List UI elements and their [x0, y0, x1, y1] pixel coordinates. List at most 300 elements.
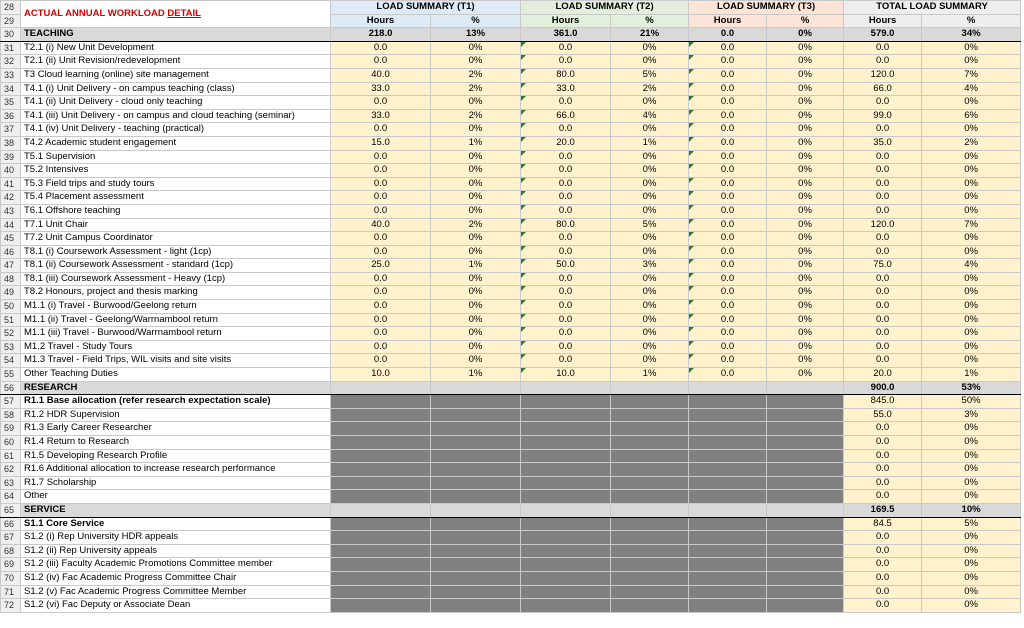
t1-pct-cell[interactable] — [431, 503, 521, 517]
t3-hours-cell[interactable]: 0.0 — [689, 232, 767, 246]
total-pct-cell[interactable]: 0% — [922, 300, 1021, 314]
total-hours-cell[interactable]: 66.0 — [844, 82, 922, 96]
t2-pct-cell[interactable]: 0% — [611, 55, 689, 69]
t2-hours-cell[interactable]: 0.0 — [521, 96, 611, 110]
total-pct-cell[interactable]: 0% — [922, 272, 1021, 286]
t1-hours-cell[interactable]: 25.0 — [331, 259, 431, 273]
t1-pct-cell[interactable] — [431, 436, 521, 450]
t3-hours-cell[interactable]: 0.0 — [689, 123, 767, 137]
row-label-cell[interactable]: RESEARCH — [21, 381, 331, 395]
t2-pct-cell[interactable] — [611, 490, 689, 504]
total-hours-cell[interactable]: 84.5 — [844, 517, 922, 531]
row-label-cell[interactable]: Other Teaching Duties — [21, 368, 331, 382]
total-hours-cell[interactable]: 0.0 — [844, 327, 922, 341]
t2-pct-cell[interactable] — [611, 395, 689, 409]
total-hours-cell[interactable]: 55.0 — [844, 408, 922, 422]
t2-hours-cell[interactable] — [521, 490, 611, 504]
total-hours-cell[interactable]: 120.0 — [844, 218, 922, 232]
total-pct-cell[interactable]: 0% — [922, 191, 1021, 205]
t3-pct-cell[interactable]: 0% — [767, 68, 844, 82]
header-total[interactable]: TOTAL LOAD SUMMARY — [844, 1, 1021, 15]
total-hours-cell[interactable]: 0.0 — [844, 150, 922, 164]
t2-pct-cell[interactable]: 0% — [611, 327, 689, 341]
t2-pct-cell[interactable] — [611, 449, 689, 463]
header-t2[interactable]: LOAD SUMMARY (T2) — [521, 1, 689, 15]
t1-hours-cell[interactable]: 0.0 — [331, 354, 431, 368]
sheet-title[interactable] — [21, 1, 331, 28]
t3-hours-cell[interactable]: 0.0 — [689, 368, 767, 382]
t3-hours-cell[interactable]: 0.0 — [689, 68, 767, 82]
total-pct-cell[interactable]: 0% — [922, 490, 1021, 504]
row-label-cell[interactable]: S1.2 (v) Fac Academic Progress Committee Member — [21, 585, 331, 599]
t3-hours-cell[interactable]: 0.0 — [689, 218, 767, 232]
t2-hours-cell[interactable]: 33.0 — [521, 82, 611, 96]
total-hours-cell[interactable]: 845.0 — [844, 395, 922, 409]
row-label-cell[interactable]: T8.2 Honours, project and thesis marking — [21, 286, 331, 300]
row-number[interactable]: 45 — [1, 232, 21, 246]
t3-pct-cell[interactable] — [767, 395, 844, 409]
row-number[interactable]: 69 — [1, 558, 21, 572]
total-pct-cell[interactable]: 0% — [922, 204, 1021, 218]
row-number[interactable]: 53 — [1, 340, 21, 354]
t2-hours-cell[interactable]: 0.0 — [521, 191, 611, 205]
total-hours-cell[interactable]: 0.0 — [844, 558, 922, 572]
t1-hours-cell[interactable] — [331, 599, 431, 613]
t2-pct-cell[interactable]: 0% — [611, 232, 689, 246]
row-label-cell[interactable]: T6.1 Offshore teaching — [21, 204, 331, 218]
t3-pct-cell[interactable] — [767, 490, 844, 504]
total-hours-cell[interactable]: 20.0 — [844, 368, 922, 382]
t1-pct-cell[interactable] — [431, 585, 521, 599]
t3-hours-cell[interactable]: 0.0 — [689, 272, 767, 286]
row-label-cell[interactable]: S1.1 Core Service — [21, 517, 331, 531]
row-number[interactable]: 49 — [1, 286, 21, 300]
t2-pct-cell[interactable]: 0% — [611, 300, 689, 314]
total-pct-cell[interactable]: 0% — [922, 313, 1021, 327]
total-pct-cell[interactable]: 0% — [922, 340, 1021, 354]
t1-pct-cell[interactable]: 1% — [431, 136, 521, 150]
t2-pct-cell[interactable] — [611, 476, 689, 490]
t2-hours-cell[interactable] — [521, 408, 611, 422]
t2-pct-cell[interactable] — [611, 585, 689, 599]
t2-hours-cell[interactable] — [521, 422, 611, 436]
total-pct-cell[interactable]: 0% — [922, 96, 1021, 110]
t1-pct-cell[interactable]: 0% — [431, 150, 521, 164]
t1-pct-cell[interactable] — [431, 517, 521, 531]
t1-hours-cell[interactable] — [331, 381, 431, 395]
t2-pct-cell[interactable]: 5% — [611, 218, 689, 232]
total-pct-cell[interactable]: 0% — [922, 463, 1021, 477]
t2-pct-cell[interactable] — [611, 381, 689, 395]
t1-pct-cell[interactable]: 1% — [431, 368, 521, 382]
total-hours-header[interactable]: Hours — [844, 14, 922, 28]
total-pct-cell[interactable]: 7% — [922, 218, 1021, 232]
row-label-cell[interactable]: M1.1 (iii) Travel - Burwood/Warrnambool return — [21, 327, 331, 341]
row-label-cell[interactable]: T8.1 (ii) Coursework Assessment - standard (1cp) — [21, 259, 331, 273]
t1-pct-cell[interactable] — [431, 408, 521, 422]
t3-hours-cell[interactable]: 0.0 — [689, 164, 767, 178]
row-label-cell[interactable]: T5.2 Intensives — [21, 164, 331, 178]
total-pct-cell[interactable]: 0% — [922, 531, 1021, 545]
row-number[interactable]: 62 — [1, 463, 21, 477]
t2-pct-cell[interactable] — [611, 544, 689, 558]
row-label-cell[interactable]: S1.2 (ii) Rep University appeals — [21, 544, 331, 558]
t3-hours-cell[interactable] — [689, 408, 767, 422]
t3-pct-cell[interactable]: 0% — [767, 204, 844, 218]
t1-hours-cell[interactable]: 0.0 — [331, 164, 431, 178]
total-hours-cell[interactable]: 0.0 — [844, 96, 922, 110]
t2-pct-cell[interactable] — [611, 531, 689, 545]
t2-pct-cell[interactable]: 0% — [611, 123, 689, 137]
t3-hours-cell[interactable]: 0.0 — [689, 340, 767, 354]
t1-hours-cell[interactable]: 33.0 — [331, 82, 431, 96]
row-number[interactable]: 57 — [1, 395, 21, 409]
row-number[interactable]: 71 — [1, 585, 21, 599]
t3-pct-cell[interactable]: 0% — [767, 368, 844, 382]
row-label-cell[interactable]: T4.2 Academic student engagement — [21, 136, 331, 150]
total-hours-cell[interactable]: 75.0 — [844, 259, 922, 273]
row-label-cell[interactable]: T4.1 (iii) Unit Delivery - on campus and cloud teaching (seminar) — [21, 109, 331, 123]
t1-hours-cell[interactable]: 40.0 — [331, 68, 431, 82]
total-hours-cell[interactable]: 99.0 — [844, 109, 922, 123]
t2-pct-cell[interactable] — [611, 463, 689, 477]
t3-pct-cell[interactable]: 0% — [767, 286, 844, 300]
t3-hours-cell[interactable]: 0.0 — [689, 82, 767, 96]
row-number[interactable]: 35 — [1, 96, 21, 110]
t2-pct-cell[interactable]: 0% — [611, 272, 689, 286]
t2-hours-cell[interactable]: 0.0 — [521, 300, 611, 314]
t2-pct-cell[interactable]: 3% — [611, 259, 689, 273]
row-label-cell[interactable]: T4.1 (i) Unit Delivery - on campus teaching (class) — [21, 82, 331, 96]
t1-hours-cell[interactable] — [331, 571, 431, 585]
total-hours-cell[interactable]: 900.0 — [844, 381, 922, 395]
total-pct-cell[interactable]: 34% — [922, 28, 1021, 42]
row-number[interactable]: 55 — [1, 368, 21, 382]
t3-pct-cell[interactable]: 0% — [767, 313, 844, 327]
t1-hours-header[interactable]: Hours — [331, 14, 431, 28]
t3-hours-cell[interactable] — [689, 463, 767, 477]
row-label-cell[interactable]: T4.1 (iv) Unit Delivery - teaching (practical) — [21, 123, 331, 137]
header-t1[interactable]: LOAD SUMMARY (T1) — [331, 1, 521, 15]
t1-pct-cell[interactable]: 0% — [431, 354, 521, 368]
t3-pct-cell[interactable] — [767, 531, 844, 545]
row-number[interactable]: 50 — [1, 300, 21, 314]
t1-pct-cell[interactable]: 0% — [431, 340, 521, 354]
total-pct-cell[interactable]: 0% — [922, 449, 1021, 463]
t3-pct-cell[interactable]: 0% — [767, 245, 844, 259]
t2-hours-cell[interactable] — [521, 503, 611, 517]
row-number[interactable]: 60 — [1, 436, 21, 450]
row-label-cell[interactable]: R1.5 Developing Research Profile — [21, 449, 331, 463]
t3-pct-cell[interactable]: 0% — [767, 96, 844, 110]
t1-hours-cell[interactable]: 10.0 — [331, 368, 431, 382]
t2-hours-cell[interactable]: 66.0 — [521, 109, 611, 123]
total-hours-cell[interactable]: 0.0 — [844, 177, 922, 191]
total-hours-cell[interactable]: 0.0 — [844, 571, 922, 585]
t3-pct-cell[interactable]: 0% — [767, 272, 844, 286]
total-hours-cell[interactable]: 35.0 — [844, 136, 922, 150]
row-number[interactable]: 33 — [1, 68, 21, 82]
row-label-cell[interactable]: T5.4 Placement assessment — [21, 191, 331, 205]
t1-hours-cell[interactable] — [331, 449, 431, 463]
row-number[interactable]: 65 — [1, 503, 21, 517]
t3-hours-cell[interactable] — [689, 503, 767, 517]
t3-hours-cell[interactable]: 0.0 — [689, 191, 767, 205]
t1-hours-cell[interactable]: 0.0 — [331, 204, 431, 218]
t2-hours-cell[interactable]: 0.0 — [521, 41, 611, 55]
t2-hours-cell[interactable] — [521, 449, 611, 463]
t1-hours-cell[interactable]: 15.0 — [331, 136, 431, 150]
total-pct-cell[interactable]: 10% — [922, 503, 1021, 517]
total-hours-cell[interactable]: 0.0 — [844, 41, 922, 55]
row-number[interactable]: 66 — [1, 517, 21, 531]
t1-pct-cell[interactable] — [431, 476, 521, 490]
t3-hours-cell[interactable]: 0.0 — [689, 41, 767, 55]
t3-hours-cell[interactable] — [689, 544, 767, 558]
total-pct-cell[interactable]: 3% — [922, 408, 1021, 422]
total-hours-cell[interactable]: 0.0 — [844, 204, 922, 218]
row-label-cell[interactable]: T8.1 (iii) Coursework Assessment - Heavy (1cp) — [21, 272, 331, 286]
total-hours-cell[interactable]: 0.0 — [844, 599, 922, 613]
total-pct-header[interactable]: % — [922, 14, 1021, 28]
row-number[interactable]: 54 — [1, 354, 21, 368]
total-pct-cell[interactable]: 1% — [922, 368, 1021, 382]
t1-pct-cell[interactable]: 0% — [431, 245, 521, 259]
t2-hours-cell[interactable]: 0.0 — [521, 123, 611, 137]
row-label-cell[interactable]: S1.2 (vi) Fac Deputy or Associate Dean — [21, 599, 331, 613]
t2-hours-cell[interactable] — [521, 381, 611, 395]
row-number[interactable]: 30 — [1, 28, 21, 42]
t1-pct-cell[interactable] — [431, 531, 521, 545]
row-number[interactable]: 36 — [1, 109, 21, 123]
t3-pct-cell[interactable]: 0% — [767, 177, 844, 191]
t1-hours-cell[interactable]: 40.0 — [331, 218, 431, 232]
row-number[interactable]: 70 — [1, 571, 21, 585]
t2-pct-cell[interactable]: 21% — [611, 28, 689, 42]
total-pct-cell[interactable]: 0% — [922, 55, 1021, 69]
t1-hours-cell[interactable] — [331, 490, 431, 504]
total-hours-cell[interactable]: 0.0 — [844, 436, 922, 450]
t3-pct-cell[interactable]: 0% — [767, 191, 844, 205]
row-number[interactable]: 28 — [1, 1, 21, 15]
t3-pct-cell[interactable] — [767, 517, 844, 531]
total-hours-cell[interactable]: 169.5 — [844, 503, 922, 517]
t2-hours-cell[interactable]: 0.0 — [521, 232, 611, 246]
t3-hours-cell[interactable]: 0.0 — [689, 96, 767, 110]
row-label-cell[interactable]: R1.3 Early Career Researcher — [21, 422, 331, 436]
t1-pct-cell[interactable]: 0% — [431, 55, 521, 69]
t3-pct-cell[interactable] — [767, 585, 844, 599]
total-hours-cell[interactable]: 0.0 — [844, 544, 922, 558]
t1-hours-cell[interactable]: 0.0 — [331, 55, 431, 69]
t1-hours-cell[interactable]: 0.0 — [331, 123, 431, 137]
row-number[interactable]: 58 — [1, 408, 21, 422]
t1-pct-cell[interactable] — [431, 599, 521, 613]
t1-pct-cell[interactable]: 0% — [431, 204, 521, 218]
row-number[interactable]: 41 — [1, 177, 21, 191]
t3-pct-cell[interactable] — [767, 544, 844, 558]
row-number[interactable]: 37 — [1, 123, 21, 137]
t2-hours-cell[interactable]: 0.0 — [521, 164, 611, 178]
t1-pct-cell[interactable]: 2% — [431, 218, 521, 232]
t1-hours-cell[interactable] — [331, 544, 431, 558]
total-pct-cell[interactable]: 0% — [922, 177, 1021, 191]
t1-pct-cell[interactable] — [431, 558, 521, 572]
t3-hours-cell[interactable] — [689, 490, 767, 504]
t1-pct-cell[interactable]: 2% — [431, 82, 521, 96]
t2-hours-cell[interactable] — [521, 476, 611, 490]
total-pct-cell[interactable]: 0% — [922, 164, 1021, 178]
row-number[interactable]: 59 — [1, 422, 21, 436]
row-label-cell[interactable]: T3 Cloud learning (online) site management — [21, 68, 331, 82]
t2-pct-cell[interactable]: 4% — [611, 109, 689, 123]
t3-pct-cell[interactable]: 0% — [767, 55, 844, 69]
t1-hours-cell[interactable] — [331, 436, 431, 450]
t2-hours-cell[interactable]: 10.0 — [521, 368, 611, 382]
t3-hours-cell[interactable]: 0.0 — [689, 313, 767, 327]
t2-hours-cell[interactable]: 361.0 — [521, 28, 611, 42]
row-label-cell[interactable]: S1.2 (iv) Fac Academic Progress Committee Chair — [21, 571, 331, 585]
t3-hours-cell[interactable] — [689, 381, 767, 395]
t1-pct-cell[interactable]: 0% — [431, 96, 521, 110]
t3-pct-cell[interactable]: 0% — [767, 150, 844, 164]
t3-pct-cell[interactable]: 0% — [767, 123, 844, 137]
total-pct-cell[interactable]: 0% — [922, 599, 1021, 613]
row-number[interactable]: 32 — [1, 55, 21, 69]
row-label-cell[interactable]: T5.3 Field trips and study tours — [21, 177, 331, 191]
t1-hours-cell[interactable]: 0.0 — [331, 177, 431, 191]
total-hours-cell[interactable]: 0.0 — [844, 531, 922, 545]
row-number[interactable]: 51 — [1, 313, 21, 327]
t1-pct-cell[interactable] — [431, 463, 521, 477]
t1-hours-cell[interactable] — [331, 408, 431, 422]
t1-pct-cell[interactable] — [431, 422, 521, 436]
row-number[interactable]: 44 — [1, 218, 21, 232]
total-pct-cell[interactable]: 0% — [922, 422, 1021, 436]
t1-pct-cell[interactable]: 0% — [431, 177, 521, 191]
t1-hours-cell[interactable]: 0.0 — [331, 191, 431, 205]
row-label-cell[interactable]: M1.2 Travel - Study Tours — [21, 340, 331, 354]
t1-pct-cell[interactable]: 0% — [431, 191, 521, 205]
t3-hours-cell[interactable]: 0.0 — [689, 204, 767, 218]
row-label-cell[interactable]: Other — [21, 490, 331, 504]
t1-pct-cell[interactable]: 0% — [431, 272, 521, 286]
row-number[interactable]: 64 — [1, 490, 21, 504]
total-hours-cell[interactable]: 579.0 — [844, 28, 922, 42]
row-number[interactable]: 40 — [1, 164, 21, 178]
t3-hours-cell[interactable] — [689, 585, 767, 599]
t2-pct-cell[interactable]: 5% — [611, 68, 689, 82]
t2-pct-cell[interactable]: 0% — [611, 96, 689, 110]
total-pct-cell[interactable]: 7% — [922, 68, 1021, 82]
total-hours-cell[interactable]: 0.0 — [844, 123, 922, 137]
t2-pct-cell[interactable]: 0% — [611, 164, 689, 178]
total-hours-cell[interactable]: 0.0 — [844, 300, 922, 314]
t2-pct-cell[interactable]: 0% — [611, 204, 689, 218]
total-hours-cell[interactable]: 0.0 — [844, 164, 922, 178]
t1-pct-cell[interactable]: 0% — [431, 164, 521, 178]
total-pct-cell[interactable]: 0% — [922, 585, 1021, 599]
t3-hours-cell[interactable]: 0.0 — [689, 55, 767, 69]
row-label-cell[interactable]: T5.1 Supervision — [21, 150, 331, 164]
row-label-cell[interactable]: TEACHING — [21, 28, 331, 42]
t3-hours-cell[interactable]: 0.0 — [689, 28, 767, 42]
row-number[interactable]: 31 — [1, 41, 21, 55]
row-label-cell[interactable]: SERVICE — [21, 503, 331, 517]
total-hours-cell[interactable]: 0.0 — [844, 313, 922, 327]
t3-pct-cell[interactable]: 0% — [767, 354, 844, 368]
total-hours-cell[interactable]: 0.0 — [844, 232, 922, 246]
t1-pct-cell[interactable]: 0% — [431, 300, 521, 314]
total-hours-cell[interactable]: 0.0 — [844, 476, 922, 490]
total-hours-cell[interactable]: 0.0 — [844, 340, 922, 354]
total-hours-cell[interactable]: 120.0 — [844, 68, 922, 82]
total-pct-cell[interactable]: 0% — [922, 245, 1021, 259]
t2-hours-cell[interactable]: 0.0 — [521, 327, 611, 341]
t2-hours-cell[interactable] — [521, 571, 611, 585]
t3-hours-cell[interactable]: 0.0 — [689, 109, 767, 123]
row-number[interactable]: 29 — [1, 14, 21, 28]
t2-hours-cell[interactable]: 0.0 — [521, 204, 611, 218]
total-pct-cell[interactable]: 0% — [922, 232, 1021, 246]
t2-hours-cell[interactable] — [521, 463, 611, 477]
t3-pct-cell[interactable] — [767, 422, 844, 436]
row-label-cell[interactable]: T7.1 Unit Chair — [21, 218, 331, 232]
t1-pct-cell[interactable]: 0% — [431, 313, 521, 327]
t1-hours-cell[interactable]: 0.0 — [331, 340, 431, 354]
t3-hours-cell[interactable]: 0.0 — [689, 300, 767, 314]
t1-pct-cell[interactable]: 13% — [431, 28, 521, 42]
t3-hours-cell[interactable]: 0.0 — [689, 136, 767, 150]
total-pct-cell[interactable]: 0% — [922, 286, 1021, 300]
t3-pct-cell[interactable] — [767, 436, 844, 450]
t2-hours-header[interactable]: Hours — [521, 14, 611, 28]
row-number[interactable]: 68 — [1, 544, 21, 558]
total-pct-cell[interactable]: 53% — [922, 381, 1021, 395]
t1-hours-cell[interactable] — [331, 585, 431, 599]
t3-hours-cell[interactable] — [689, 449, 767, 463]
row-number[interactable]: 47 — [1, 259, 21, 273]
t2-pct-cell[interactable] — [611, 571, 689, 585]
row-label-cell[interactable]: R1.4 Return to Research — [21, 436, 331, 450]
t3-pct-cell[interactable]: 0% — [767, 340, 844, 354]
row-number[interactable]: 72 — [1, 599, 21, 613]
row-number[interactable]: 52 — [1, 327, 21, 341]
total-pct-cell[interactable]: 0% — [922, 150, 1021, 164]
t2-hours-cell[interactable]: 50.0 — [521, 259, 611, 273]
t3-hours-cell[interactable] — [689, 476, 767, 490]
t3-hours-cell[interactable] — [689, 436, 767, 450]
total-hours-cell[interactable]: 0.0 — [844, 191, 922, 205]
t1-pct-cell[interactable]: 0% — [431, 286, 521, 300]
t1-hours-cell[interactable]: 33.0 — [331, 109, 431, 123]
t1-hours-cell[interactable] — [331, 531, 431, 545]
t2-pct-cell[interactable]: 2% — [611, 82, 689, 96]
row-number[interactable]: 38 — [1, 136, 21, 150]
t2-hours-cell[interactable] — [521, 531, 611, 545]
t2-pct-cell[interactable]: 1% — [611, 136, 689, 150]
t2-hours-cell[interactable]: 20.0 — [521, 136, 611, 150]
t3-hours-cell[interactable] — [689, 517, 767, 531]
row-label-cell[interactable]: M1.1 (i) Travel - Burwood/Geelong return — [21, 300, 331, 314]
row-number[interactable]: 67 — [1, 531, 21, 545]
total-pct-cell[interactable]: 0% — [922, 41, 1021, 55]
t2-hours-cell[interactable]: 80.0 — [521, 218, 611, 232]
row-label-cell[interactable]: S1.2 (i) Rep University HDR appeals — [21, 531, 331, 545]
t1-pct-cell[interactable] — [431, 571, 521, 585]
t3-pct-cell[interactable]: 0% — [767, 82, 844, 96]
t3-hours-cell[interactable] — [689, 422, 767, 436]
